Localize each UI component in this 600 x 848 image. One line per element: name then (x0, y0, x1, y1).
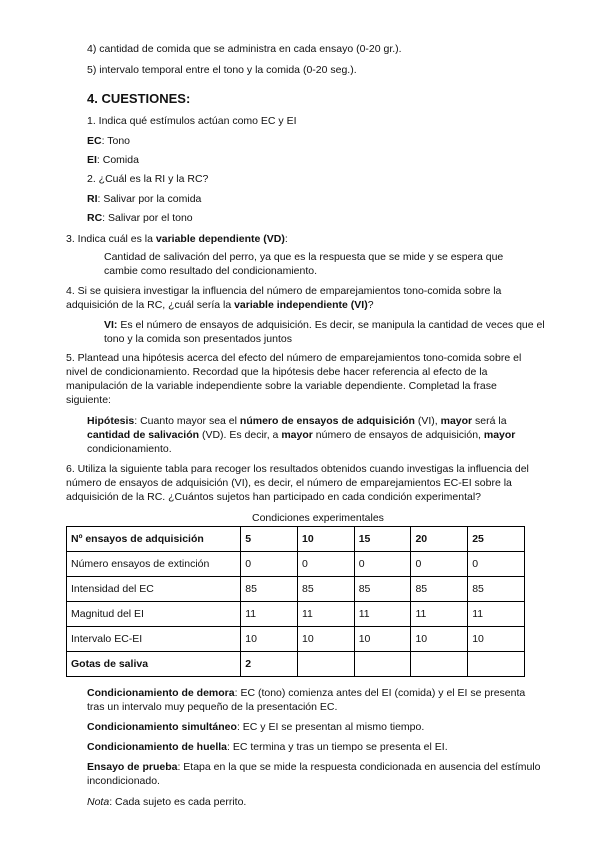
table-cell: 85 (468, 577, 525, 602)
hyp-part: (VD). Es decir, a (199, 429, 282, 441)
hypothesis (87, 414, 537, 456)
q4-prefix: adquisición de la RC, ¿cuál sería la (66, 299, 235, 311)
table-cell: 0 (241, 552, 298, 577)
note-label: Nota (87, 796, 110, 808)
table-cell: 11 (354, 602, 411, 627)
table-row (67, 577, 525, 602)
q4-bold: variable independiente (VI) (234, 299, 368, 311)
header-label: 5 (245, 533, 252, 545)
table-header-cell (468, 527, 525, 552)
table-cell: 11 (468, 602, 525, 627)
table-cell: Número ensayos de extinción (67, 552, 241, 577)
table-cell (67, 652, 241, 677)
table-cell: 11 (241, 602, 298, 627)
definition-text: : Etapa en la que se mide la respuesta condicionada en ausencia del estímulo incondicionado. (87, 761, 541, 787)
definition-term: Condicionamiento de huella (87, 741, 228, 753)
table-row (67, 602, 525, 627)
table-cell: 85 (297, 577, 354, 602)
header-label: 25 (472, 533, 484, 545)
table-cell: Magnitud del EI (67, 602, 241, 627)
question-4-line1: 4. Si se quisiera investigar la influencia del número de emparejamientos tono-comida sobre la (66, 285, 502, 297)
hyp-part: mayor (483, 429, 516, 441)
definition-ensayo-prueba (87, 760, 542, 788)
table-cell: 85 (241, 577, 298, 602)
table-row (67, 652, 525, 677)
definition-demora (87, 686, 542, 714)
header-label: 15 (358, 533, 371, 545)
definition-text: : EC y EI se presentan al mismo tiempo. (236, 721, 425, 733)
hyp-part: : Cuanto mayor sea el (134, 415, 240, 427)
table-header-row (67, 527, 525, 552)
hyp-part: mayor (281, 429, 313, 441)
table-header-cell (354, 527, 411, 552)
table-caption: Condiciones experimentales (252, 512, 384, 524)
table-cell[interactable] (297, 652, 354, 677)
definition-text: : EC (tono) comienza antes del EI (comida) y el EI se presenta tras un intervalo muy pequeño de la presentación EC. (87, 687, 526, 713)
ri-label: RI (87, 193, 98, 205)
saliva-label: Gotas de saliva (71, 658, 149, 670)
vi-text: Es el número de ensayos de adquisición. Es decir, se manipula la cantidad de veces que el tono y la comida son presentados juntos (104, 319, 545, 345)
note-text: : Cada sujeto es cada perrito. (109, 796, 247, 808)
question-6: 6. Utiliza la siguiente tabla para recoger los resultados obtenidos cuando investigas la influencia del número de ensayos de adquisición (VI), es decir, el número de emparejamientos EC-EI sobre la adquisición de la RC. ¿Cuántos sujetos han participado en cada condición experimental? (66, 463, 529, 503)
table-cell: 85 (354, 577, 411, 602)
question-1: 1. Indica qué estímulos actúan como EC y EI (87, 115, 297, 127)
rc-value: : Salivar por el tono (102, 212, 193, 224)
table-header-cell (241, 527, 298, 552)
vi-label: VI: (104, 319, 118, 331)
table-cell: 0 (297, 552, 354, 577)
ec-label: EC (87, 135, 102, 147)
answer-ec (87, 134, 130, 148)
definition-term: Condicionamiento de demora (87, 687, 235, 699)
q3-prefix: 3. Indica cuál es la (66, 233, 156, 245)
hyp-part: mayor (440, 415, 473, 427)
hyp-part: cantidad de salivación (87, 429, 200, 441)
q3-suffix: : (284, 233, 288, 245)
table-cell: 0 (354, 552, 411, 577)
table-cell: Intervalo EC-EI (67, 627, 241, 652)
hyp-part: número de ensayos de adquisición, (312, 429, 484, 441)
question-5: 5. Plantead una hipótesis acerca del efecto del número de emparejamientos tono-comida sobre el nivel de condicionamiento. Recordad que la hipótesis debe hacer referencia al efecto de la manipulación de la variable independiente sobre la variable dependiente. Completad la frase siguiente: (66, 352, 522, 406)
definition-term: Ensayo de prueba (87, 761, 178, 773)
table-header-cell (411, 527, 468, 552)
ri-value: : Salivar por la comida (97, 193, 202, 205)
table-cell[interactable] (354, 652, 411, 677)
table-cell[interactable] (411, 652, 468, 677)
ei-value: : Comida (96, 154, 139, 166)
table-cell: 10 (468, 627, 525, 652)
question-2: 2. ¿Cuál es la RI y la RC? (87, 173, 209, 185)
hyp-part: (VI), (414, 415, 441, 427)
results-table (66, 526, 525, 677)
ei-label: EI (87, 154, 97, 166)
definition-huella (87, 740, 542, 754)
ec-value: : Tono (101, 135, 131, 147)
header-label: 20 (415, 533, 428, 545)
q4-suffix: ? (367, 299, 374, 311)
table-cell: 10 (411, 627, 468, 652)
hyp-label: Hipótesis (87, 415, 135, 427)
hyp-part: número de ensayos de adquisición (239, 415, 415, 427)
table-row (67, 627, 525, 652)
list-item-5: 5) intervalo temporal entre el tono y la comida (0-20 seg.). (87, 64, 357, 76)
note (87, 795, 246, 809)
table-cell: 10 (354, 627, 411, 652)
table-cell: 11 (297, 602, 354, 627)
answer-ei (87, 153, 139, 167)
table-header-cell (67, 527, 241, 552)
table-cell: 0 (411, 552, 468, 577)
table-row (67, 552, 525, 577)
answer-4 (104, 318, 549, 346)
list-item-4: 4) cantidad de comida que se administra en cada ensayo (0-20 gr.). (87, 43, 402, 55)
question-3 (66, 232, 288, 246)
hyp-part: será la (472, 415, 507, 427)
q3-bold: variable dependiente (VD) (155, 233, 285, 245)
answer-rc (87, 211, 193, 225)
header-label: 10 (301, 533, 314, 545)
answer-ri (87, 192, 201, 206)
table-cell: 10 (297, 627, 354, 652)
answer-3: Cantidad de salivación del perro, ya que es la respuesta que se mide y se espera que cambie como resultado del condicionamiento. (104, 251, 504, 277)
table-cell (241, 652, 298, 677)
hyp-part: condicionamiento. (87, 443, 172, 455)
question-4-line2 (66, 298, 374, 312)
saliva-value: 2 (245, 658, 252, 670)
definition-text: : EC termina y tras un tiempo se presenta el EI. (227, 741, 448, 753)
definition-simultaneo (87, 720, 542, 734)
table-cell[interactable] (468, 652, 525, 677)
table-cell: 11 (411, 602, 468, 627)
header-label: Nº ensayos de adquisición (71, 533, 204, 545)
table-cell: Intensidad del EC (67, 577, 241, 602)
table-cell: 85 (411, 577, 468, 602)
definition-term: Condicionamiento simultáneo (87, 721, 237, 733)
table-cell: 0 (468, 552, 525, 577)
rc-label: RC (87, 212, 103, 224)
section-title: 4. CUESTIONES: (87, 91, 191, 106)
table-header-cell (297, 527, 354, 552)
table-cell: 10 (241, 627, 298, 652)
